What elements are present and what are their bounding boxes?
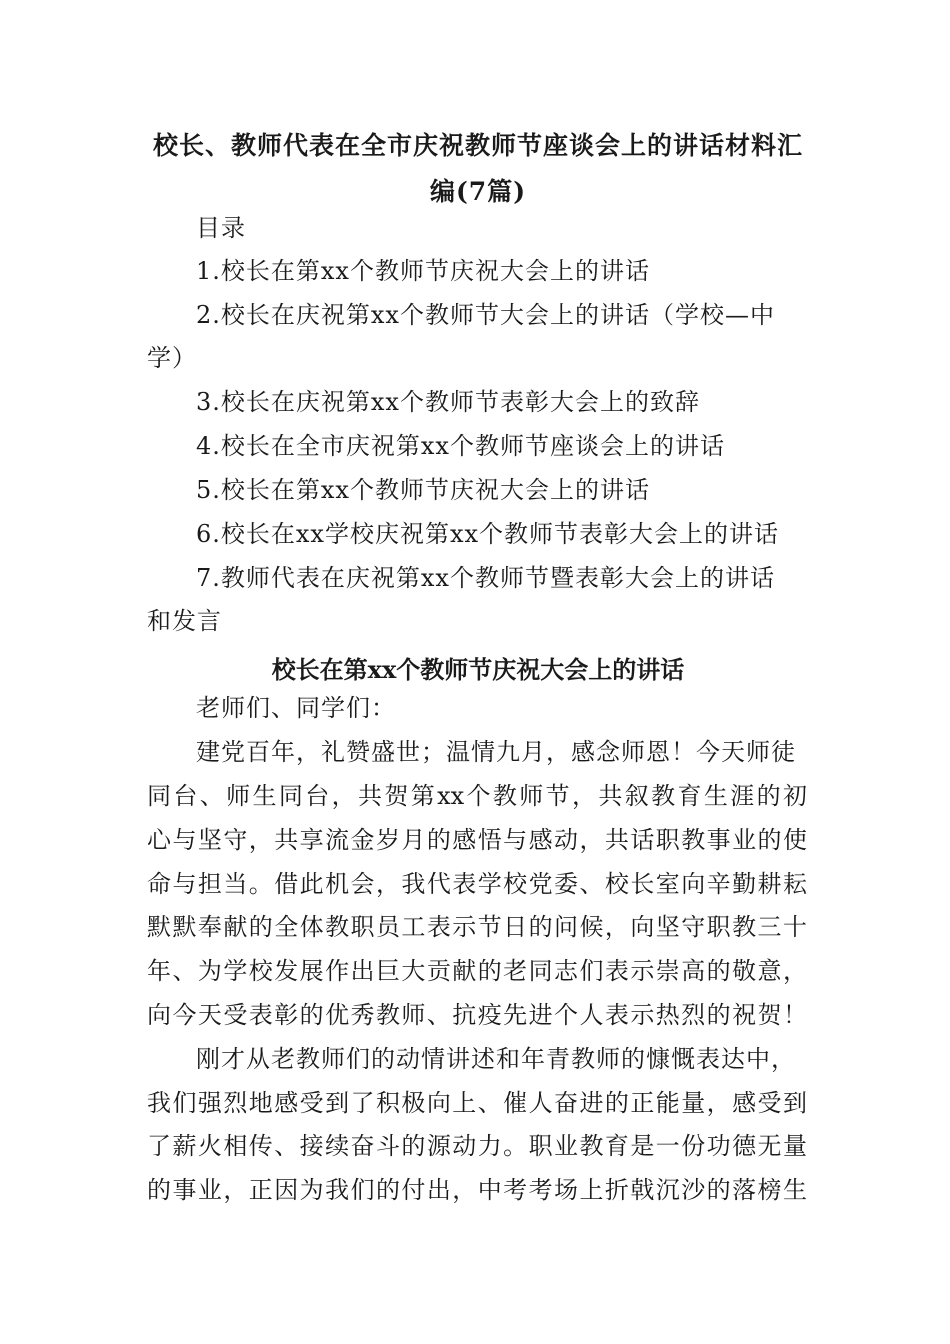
- paragraph-1-line-5: 默默奉献的全体教职员工表示节日的问候，向坚守职教三十: [147, 913, 807, 941]
- toc-item-6: 6.校长在xx学校庆祝第xx个教师节表彰大会上的讲话: [196, 520, 780, 548]
- toc-item-3: 3.校长在庆祝第xx个教师节表彰大会上的致辞: [196, 388, 700, 416]
- document-title-line-2: 编(7篇): [429, 177, 527, 206]
- paragraph-2-line-4: 的事业，正因为我们的付出，中考考场上折戟沉沙的落榜生: [147, 1176, 807, 1204]
- toc-item-7: 7.教师代表在庆祝第xx个教师节暨表彰大会上的讲话: [196, 564, 775, 592]
- paragraph-1-line-1: 建党百年，礼赞盛世；温情九月，感念师恩！今天师徒: [196, 738, 796, 766]
- paragraph-1-line-6: 年、为学校发展作出巨大贡献的老同志们表示崇高的敬意，: [147, 957, 807, 985]
- salutation: 老师们、同学们：: [196, 694, 396, 722]
- toc-item-7-continued: 和发言: [147, 607, 222, 635]
- toc-item-2-continued: 学）: [147, 344, 197, 372]
- toc-item-5: 5.校长在第xx个教师节庆祝大会上的讲话: [196, 476, 650, 504]
- toc-item-1: 1.校长在第xx个教师节庆祝大会上的讲话: [196, 257, 650, 285]
- paragraph-2-line-2: 我们强烈地感受到了积极向上、催人奋进的正能量，感受到: [147, 1089, 807, 1117]
- paragraph-1-line-7: 向今天受表彰的优秀教师、抗疫先进个人表示热烈的祝贺！: [147, 1001, 807, 1029]
- paragraph-1-line-4: 命与担当。借此机会，我代表学校党委、校长室向辛勤耕耘: [147, 870, 807, 898]
- section-title: 校长在第xx个教师节庆祝大会上的讲话: [271, 655, 685, 684]
- paragraph-2-line-3: 了薪火相传、接续奋斗的源动力。职业教育是一份功德无量: [147, 1132, 807, 1160]
- paragraph-1-line-3: 心与坚守，共享流金岁月的感悟与感动，共话职教事业的使: [147, 826, 807, 854]
- paragraph-1-line-2: 同台、师生同台，共贺第xx个教师节，共叙教育生涯的初: [147, 782, 807, 810]
- paragraph-2-line-1: 刚才从老教师们的动情讲述和年青教师的慷慨表达中，: [196, 1045, 796, 1073]
- toc-label: 目录: [196, 214, 246, 242]
- document-title-line-1: 校长、教师代表在全市庆祝教师节座谈会上的讲话材料汇: [152, 131, 803, 160]
- toc-item-4: 4.校长在全市庆祝第xx个教师节座谈会上的讲话: [196, 432, 725, 460]
- toc-item-2: 2.校长在庆祝第xx个教师节大会上的讲话（学校—中: [196, 301, 775, 329]
